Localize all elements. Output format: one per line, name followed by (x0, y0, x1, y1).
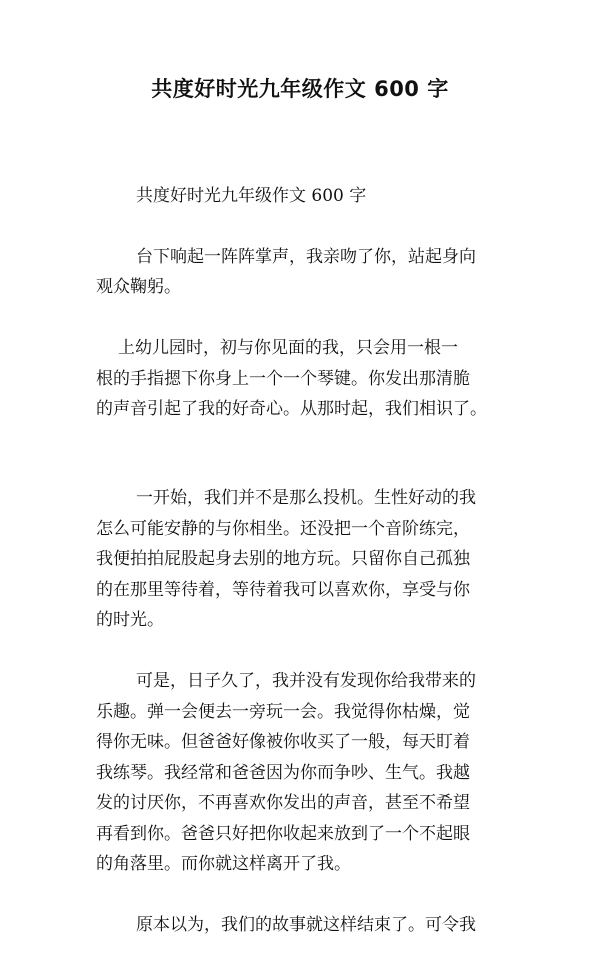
paragraph-1: 台下响起一阵阵掌声，我亲吻了你，站起身向 观众鞠躬。 (96, 246, 476, 297)
paragraph-5: 原本以为，我们的故事就这样结束了。可令我 (136, 915, 476, 935)
paragraph-4: 可是，日子久了，我并没有发现你给我带来的 乐趣。弹一会便去一旁玩一会。我觉得你枯燥，觉 得你无味。但爸爸好像被你收买了一般，每天盯着 我练琴。我经常和爸爸因为你而争吵、生气。我越 发的讨厌你，不再喜欢你发出的声音，甚至不希望 再看到你。爸爸只好把你收起来放到了一个不起眼 的角落里。而你就这样离开了我。 (96, 671, 476, 874)
subtitle-line: 共度好时光九年级作文 600 字 (136, 185, 367, 206)
document-title: 共度好时光九年级作文 600 字 (151, 77, 449, 101)
paragraph-3: 一开始，我们并不是那么投机。生性好动的我 怎么可能安静的与你相坐。还没把一个音阶练完， 我便拍拍屁股起身去别的地方玩。只留你自己孤独 的在那里等待着，等待着我可以喜欢你，享受与你 的时光。 (96, 488, 476, 630)
paragraph-2: 上幼儿园时，初与你见面的我，只会用一根一 根的手指摁下你身上一个一个琴键。你发出那清脆 的声音引起了我的好奇心。从那时起，我们相识了。 (96, 338, 487, 419)
